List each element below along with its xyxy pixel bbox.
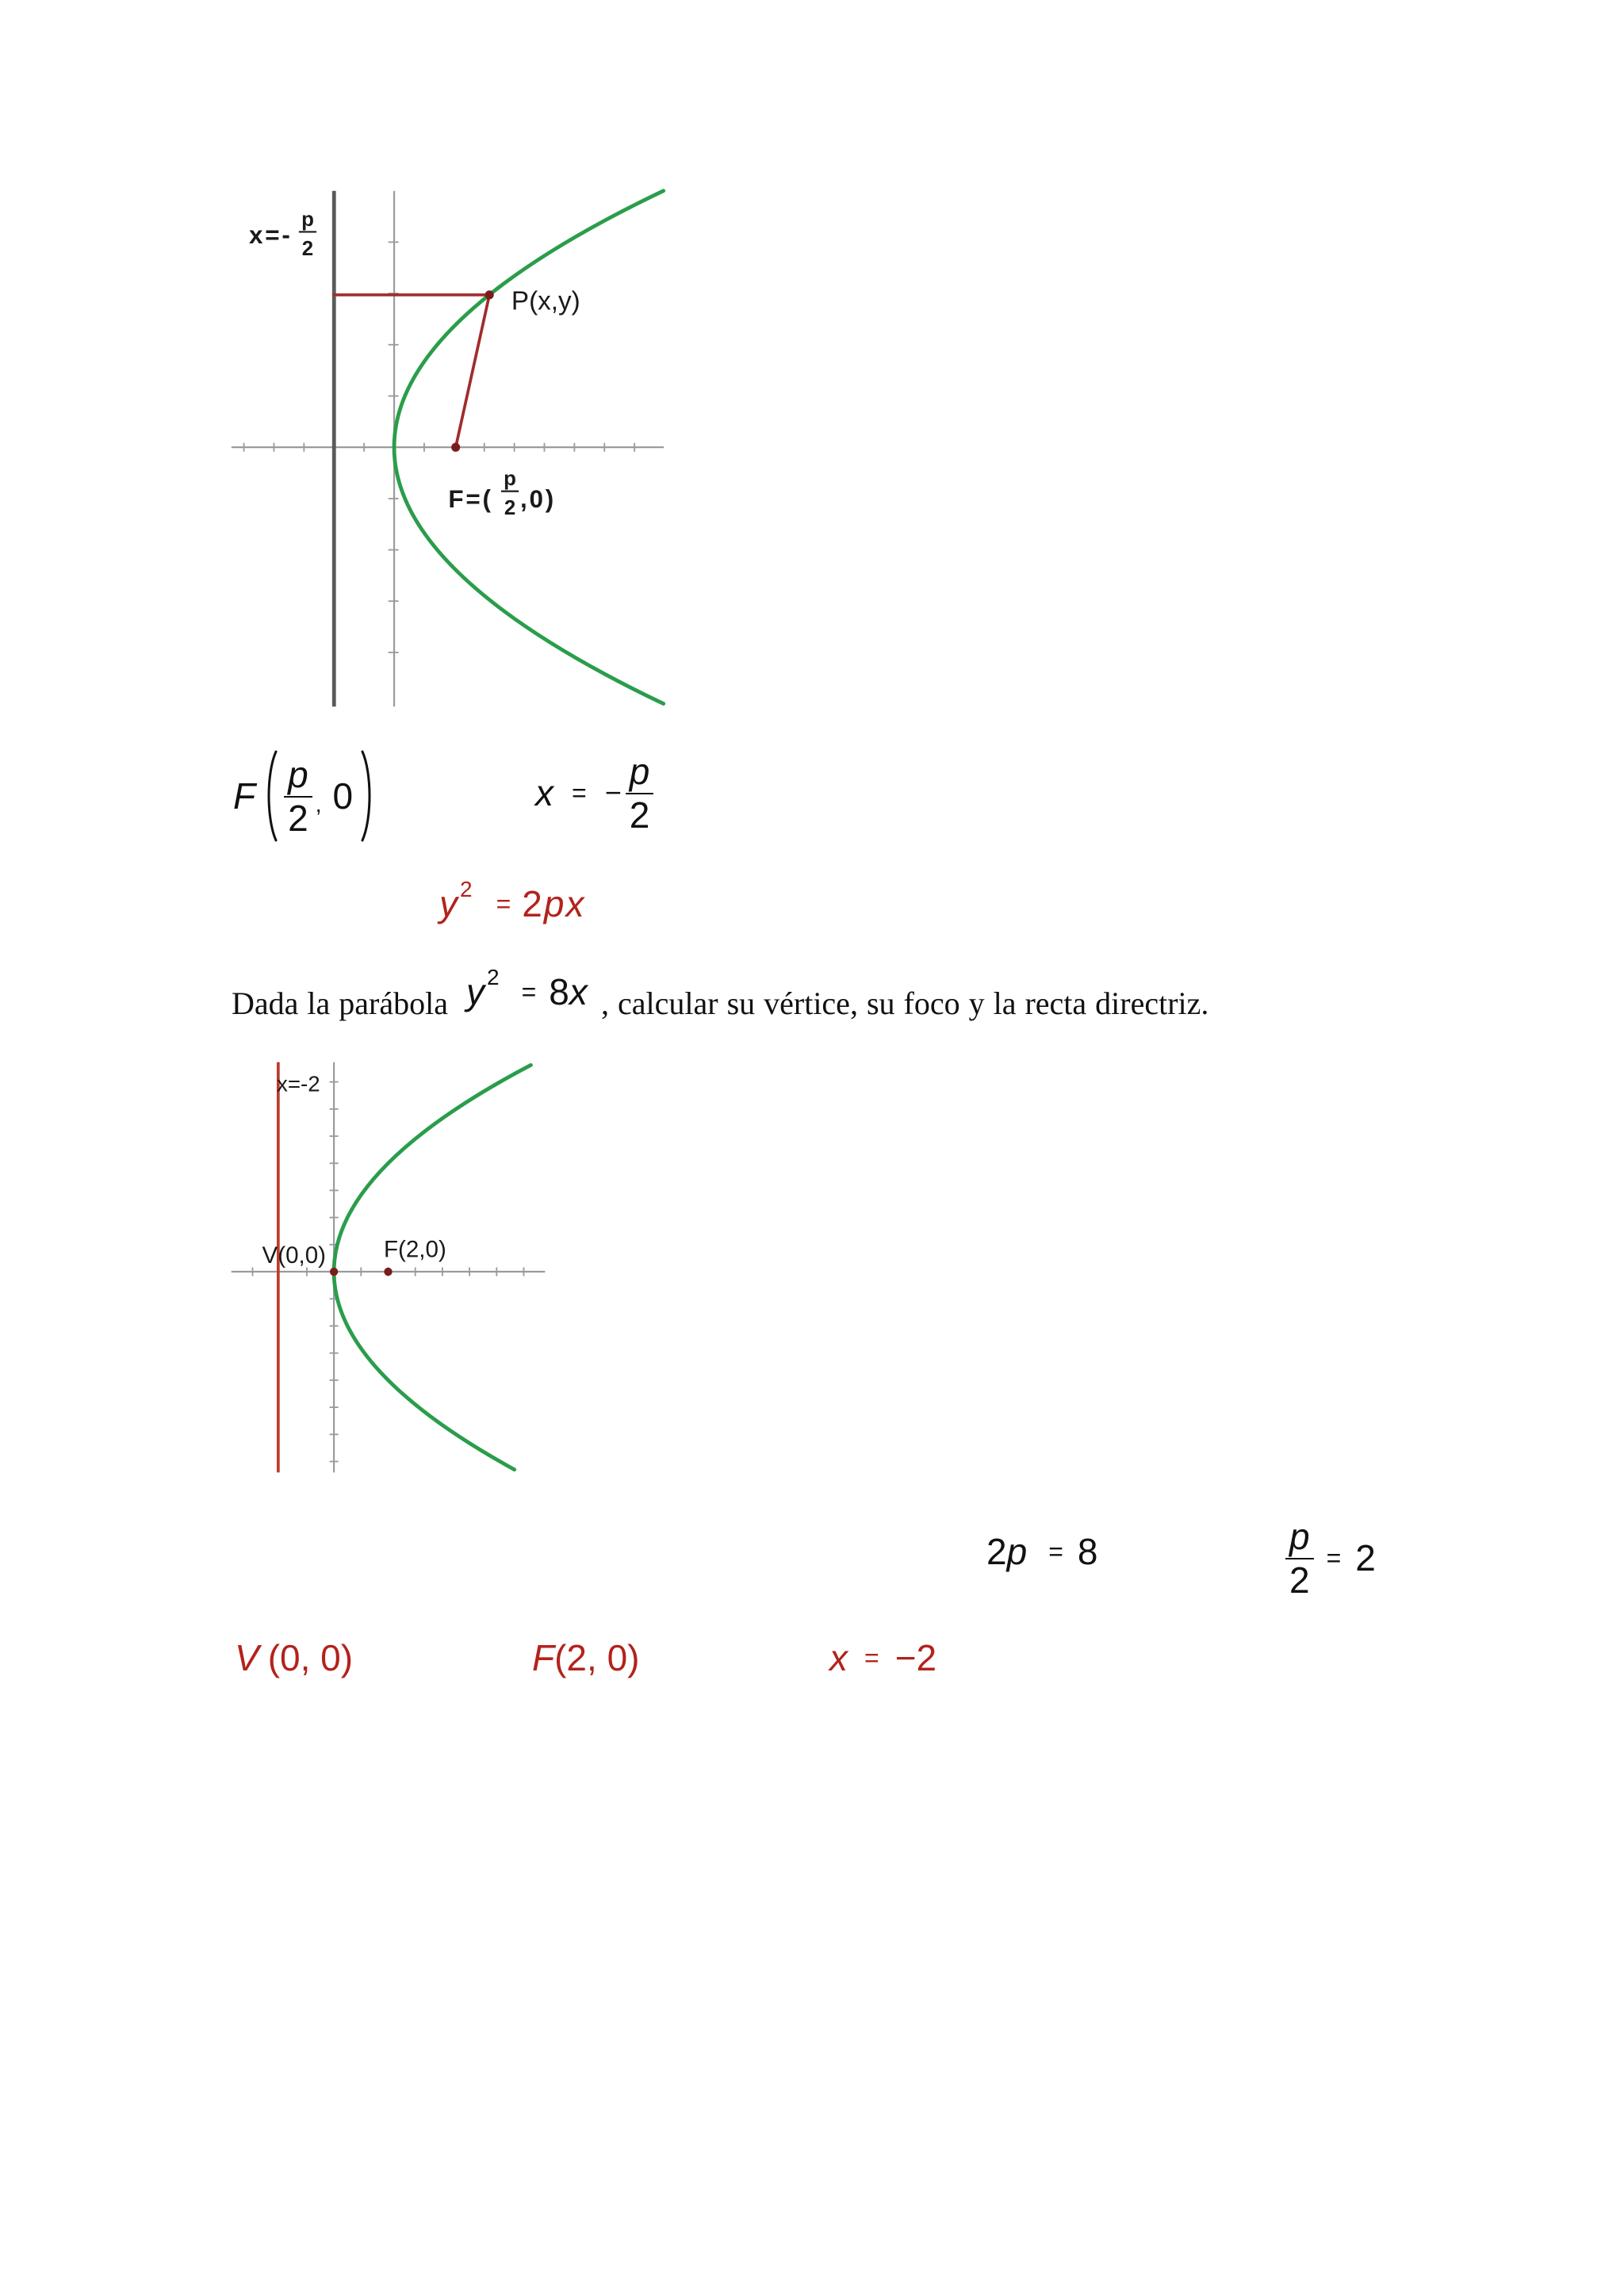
problem-question: , calcular su vértice, su foco y la recta directriz. — [601, 985, 1209, 1021]
step-fraction — [1285, 1515, 1314, 1601]
problem-intro: Dada la parábola — [232, 985, 448, 1021]
answer-directrix — [829, 1634, 936, 1682]
equation-variable: y — [466, 971, 485, 1012]
fraction-denominator: 2 — [629, 794, 650, 836]
coordinate-separator: , — [315, 792, 322, 817]
focus-label-denominator: 2 — [504, 497, 516, 520]
fraction-numerator: p — [1285, 1518, 1314, 1559]
directrix-value: −2 — [894, 1637, 937, 1678]
focus-label — [448, 468, 556, 519]
directrix-general-formula — [535, 750, 653, 836]
equation-coefficient: 2 — [522, 883, 544, 924]
parabola-definition-figure — [228, 188, 667, 710]
directrix-label-prefix: x=- — [249, 221, 293, 250]
focus-point — [451, 443, 460, 452]
step-value: 2 — [1355, 1537, 1376, 1578]
minus-sign: − — [604, 776, 622, 809]
right-parenthesis — [359, 749, 375, 843]
focus-x-fraction — [284, 753, 312, 839]
directrix-label-denominator: 2 — [301, 238, 314, 261]
focus-y-coordinate: 0 — [332, 775, 354, 817]
step-variable: p — [1006, 1531, 1028, 1572]
parabola-curve — [334, 1065, 530, 1469]
focus-label-prefix: F=( — [448, 484, 493, 513]
left-parenthesis — [263, 749, 279, 843]
fraction-numerator: p — [284, 756, 312, 798]
focus-symbol: F — [532, 1637, 555, 1678]
focus-coordinates: (2, 0) — [554, 1637, 640, 1678]
step-coefficient: 2 — [986, 1531, 1007, 1572]
solution-step-2p — [986, 1528, 1097, 1575]
equals-sign: = — [1048, 1537, 1063, 1566]
directrix-label — [249, 209, 316, 260]
equals-sign: = — [496, 890, 511, 918]
problem-equation — [466, 965, 588, 1016]
directrix-label: x=-2 — [277, 1071, 320, 1096]
equation-exponent: 2 — [487, 965, 500, 989]
parabola-general-equation — [439, 877, 586, 928]
vertex-point — [330, 1268, 338, 1276]
directrix-label-numerator: p — [301, 209, 314, 232]
equation-exponent: 2 — [460, 877, 473, 901]
point-p — [485, 290, 494, 299]
step-value: 8 — [1077, 1531, 1098, 1572]
equals-sign: = — [1326, 1544, 1342, 1572]
focus-symbol: F — [233, 775, 256, 817]
fraction-denominator: 2 — [288, 797, 308, 839]
equation-variable: y — [439, 883, 458, 924]
focus-label-suffix: ,0) — [519, 484, 556, 513]
answer-vertex — [235, 1634, 353, 1682]
equals-sign: = — [572, 779, 587, 807]
equation-rhs-variable: x — [569, 971, 588, 1012]
focus-general-formula — [233, 747, 375, 845]
point-p-label: P(x,y) — [511, 286, 580, 316]
directrix-variable: x — [535, 772, 553, 813]
equation-coefficient: 8 — [549, 971, 569, 1012]
vertex-coordinates: (0, 0) — [267, 1637, 354, 1678]
focus-point — [384, 1268, 392, 1276]
equals-sign: = — [864, 1644, 879, 1672]
vertex-label: V(0,0) — [262, 1242, 327, 1269]
equals-sign: = — [521, 978, 537, 1006]
fraction-numerator: p — [626, 753, 654, 794]
example-parabola-figure — [228, 1059, 548, 1475]
answer-focus — [532, 1634, 639, 1682]
focus-label-numerator: p — [504, 468, 516, 491]
solution-step-p-half — [1285, 1515, 1376, 1601]
vertex-symbol: V — [235, 1637, 259, 1678]
equation-variables: px — [543, 883, 586, 924]
fraction-denominator: 2 — [1289, 1559, 1310, 1601]
directrix-fraction — [626, 750, 654, 836]
focus-label: F(2,0) — [383, 1236, 446, 1263]
directrix-variable: x — [829, 1637, 848, 1678]
